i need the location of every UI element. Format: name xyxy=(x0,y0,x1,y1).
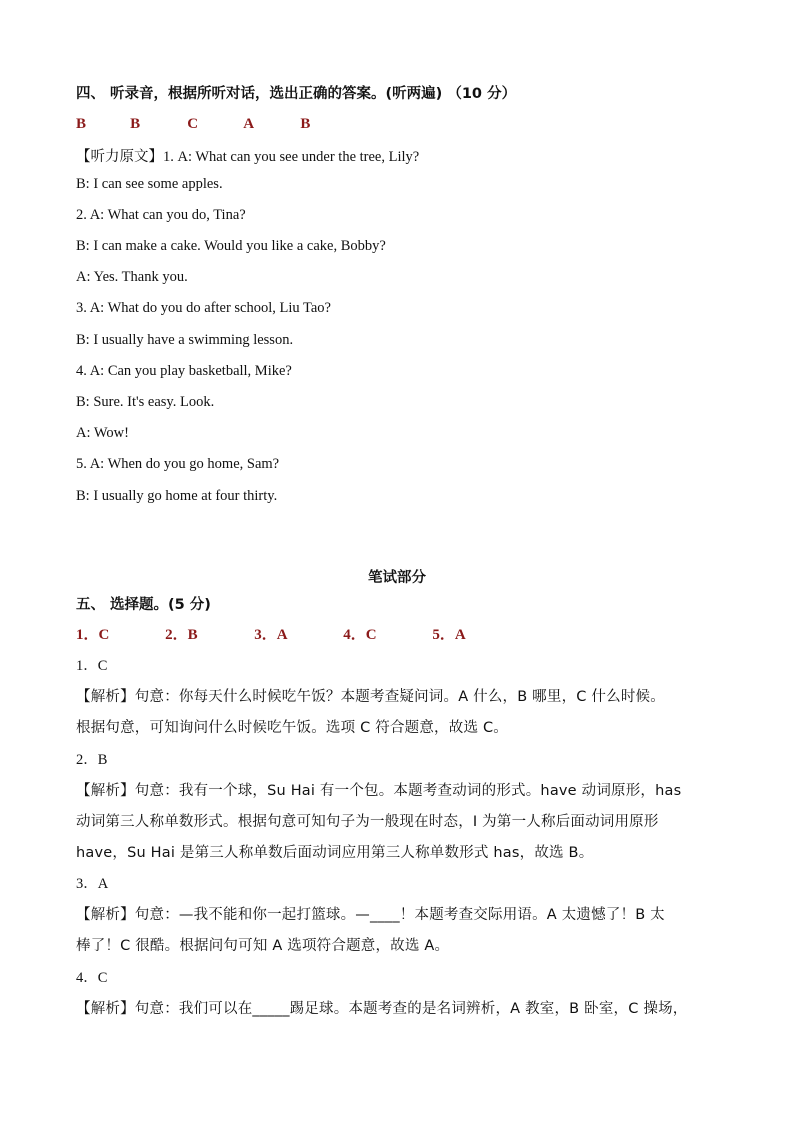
transcript-line: B: I usually go home at four thirty. xyxy=(76,488,278,504)
explanation-line: 【解析】句意：你每天什么时候吃午饭？本题考查疑问词。A 什么，B 哪里，C 什么时候。 xyxy=(76,689,665,705)
transcript-line: B: I can make a cake. Would you like a cake, Bobby? xyxy=(76,238,386,254)
written-part-title: 笔试部分 xyxy=(368,570,426,586)
section5-answer-1: 1．C xyxy=(76,627,110,643)
section5-answer-2: 2．B xyxy=(165,627,198,643)
explanation-number: 2．B xyxy=(76,752,108,768)
section4-answer-5: B xyxy=(300,116,311,132)
explanation-line: 【解析】句意：我有一个球，Su Hai 有一个包。本题考查动词的形式。have 动词原形，has xyxy=(76,783,682,799)
explanation-line: 根据句意，可知询问什么时候吃午饭。选项 C 符合题意，故选 C。 xyxy=(76,720,508,736)
transcript-line: 【听力原文】1. A: What can you see under the tree, Lily? xyxy=(76,149,420,165)
section5-answer-row xyxy=(76,623,466,644)
explanation-line: 【解析】句意：我们可以在_____踢足球。本题考查的是名词辨析，A 教室，B 卧室，C 操场， xyxy=(76,1001,688,1017)
section5-heading: 五、 选择题。(5 分) xyxy=(76,597,211,613)
explanation-number: 1．C xyxy=(76,658,108,674)
section5-answer-4: 4．C xyxy=(343,627,377,643)
explanation-line: 【解析】句意：—我不能和你一起打篮球。—____！本题考查交际用语。A 太遗憾了！B 太 xyxy=(76,907,665,923)
section4-heading: 四、 听录音，根据所听对话，选出正确的答案。(听两遍) （10 分） xyxy=(76,86,517,102)
transcript-line: B: I can see some apples. xyxy=(76,176,223,192)
section4-answer-2: B xyxy=(130,116,141,132)
explanation-number: 4．C xyxy=(76,970,108,986)
section4-answer-4: A xyxy=(243,116,255,132)
explanation-line: 棒了！C 很酷。根据问句可知 A 选项符合题意，故选 A。 xyxy=(76,938,450,954)
section4-answer-3: C xyxy=(187,116,199,132)
transcript-line: 4. A: Can you play basketball, Mike? xyxy=(76,363,292,379)
explanation-line: have，Su Hai 是第三人称单数后面动词应用第三人称单数形式 has，故选 B。 xyxy=(76,845,594,861)
explanation-line: 动词第三人称单数形式。根据句意可知句子为一般现在时态，I 为第一人称后面动词用原形 xyxy=(76,814,659,830)
transcript-line: 5. A: When do you go home, Sam? xyxy=(76,456,280,472)
section4-answer-1: B xyxy=(76,116,87,132)
section4-answer-row xyxy=(76,113,310,133)
section5-answer-5: 5．A xyxy=(432,627,466,643)
section5-answer-3: 3．A xyxy=(254,627,288,643)
transcript-line: A: Wow! xyxy=(76,425,129,441)
transcript-line: B: I usually have a swimming lesson. xyxy=(76,332,294,348)
explanation-number: 3．A xyxy=(76,876,109,892)
transcript-line: 2. A: What can you do, Tina? xyxy=(76,207,246,223)
transcript-line: A: Yes. Thank you. xyxy=(76,269,188,285)
transcript-line: 3. A: What do you do after school, Liu Tao? xyxy=(76,300,331,316)
transcript-line: B: Sure. It's easy. Look. xyxy=(76,394,215,410)
